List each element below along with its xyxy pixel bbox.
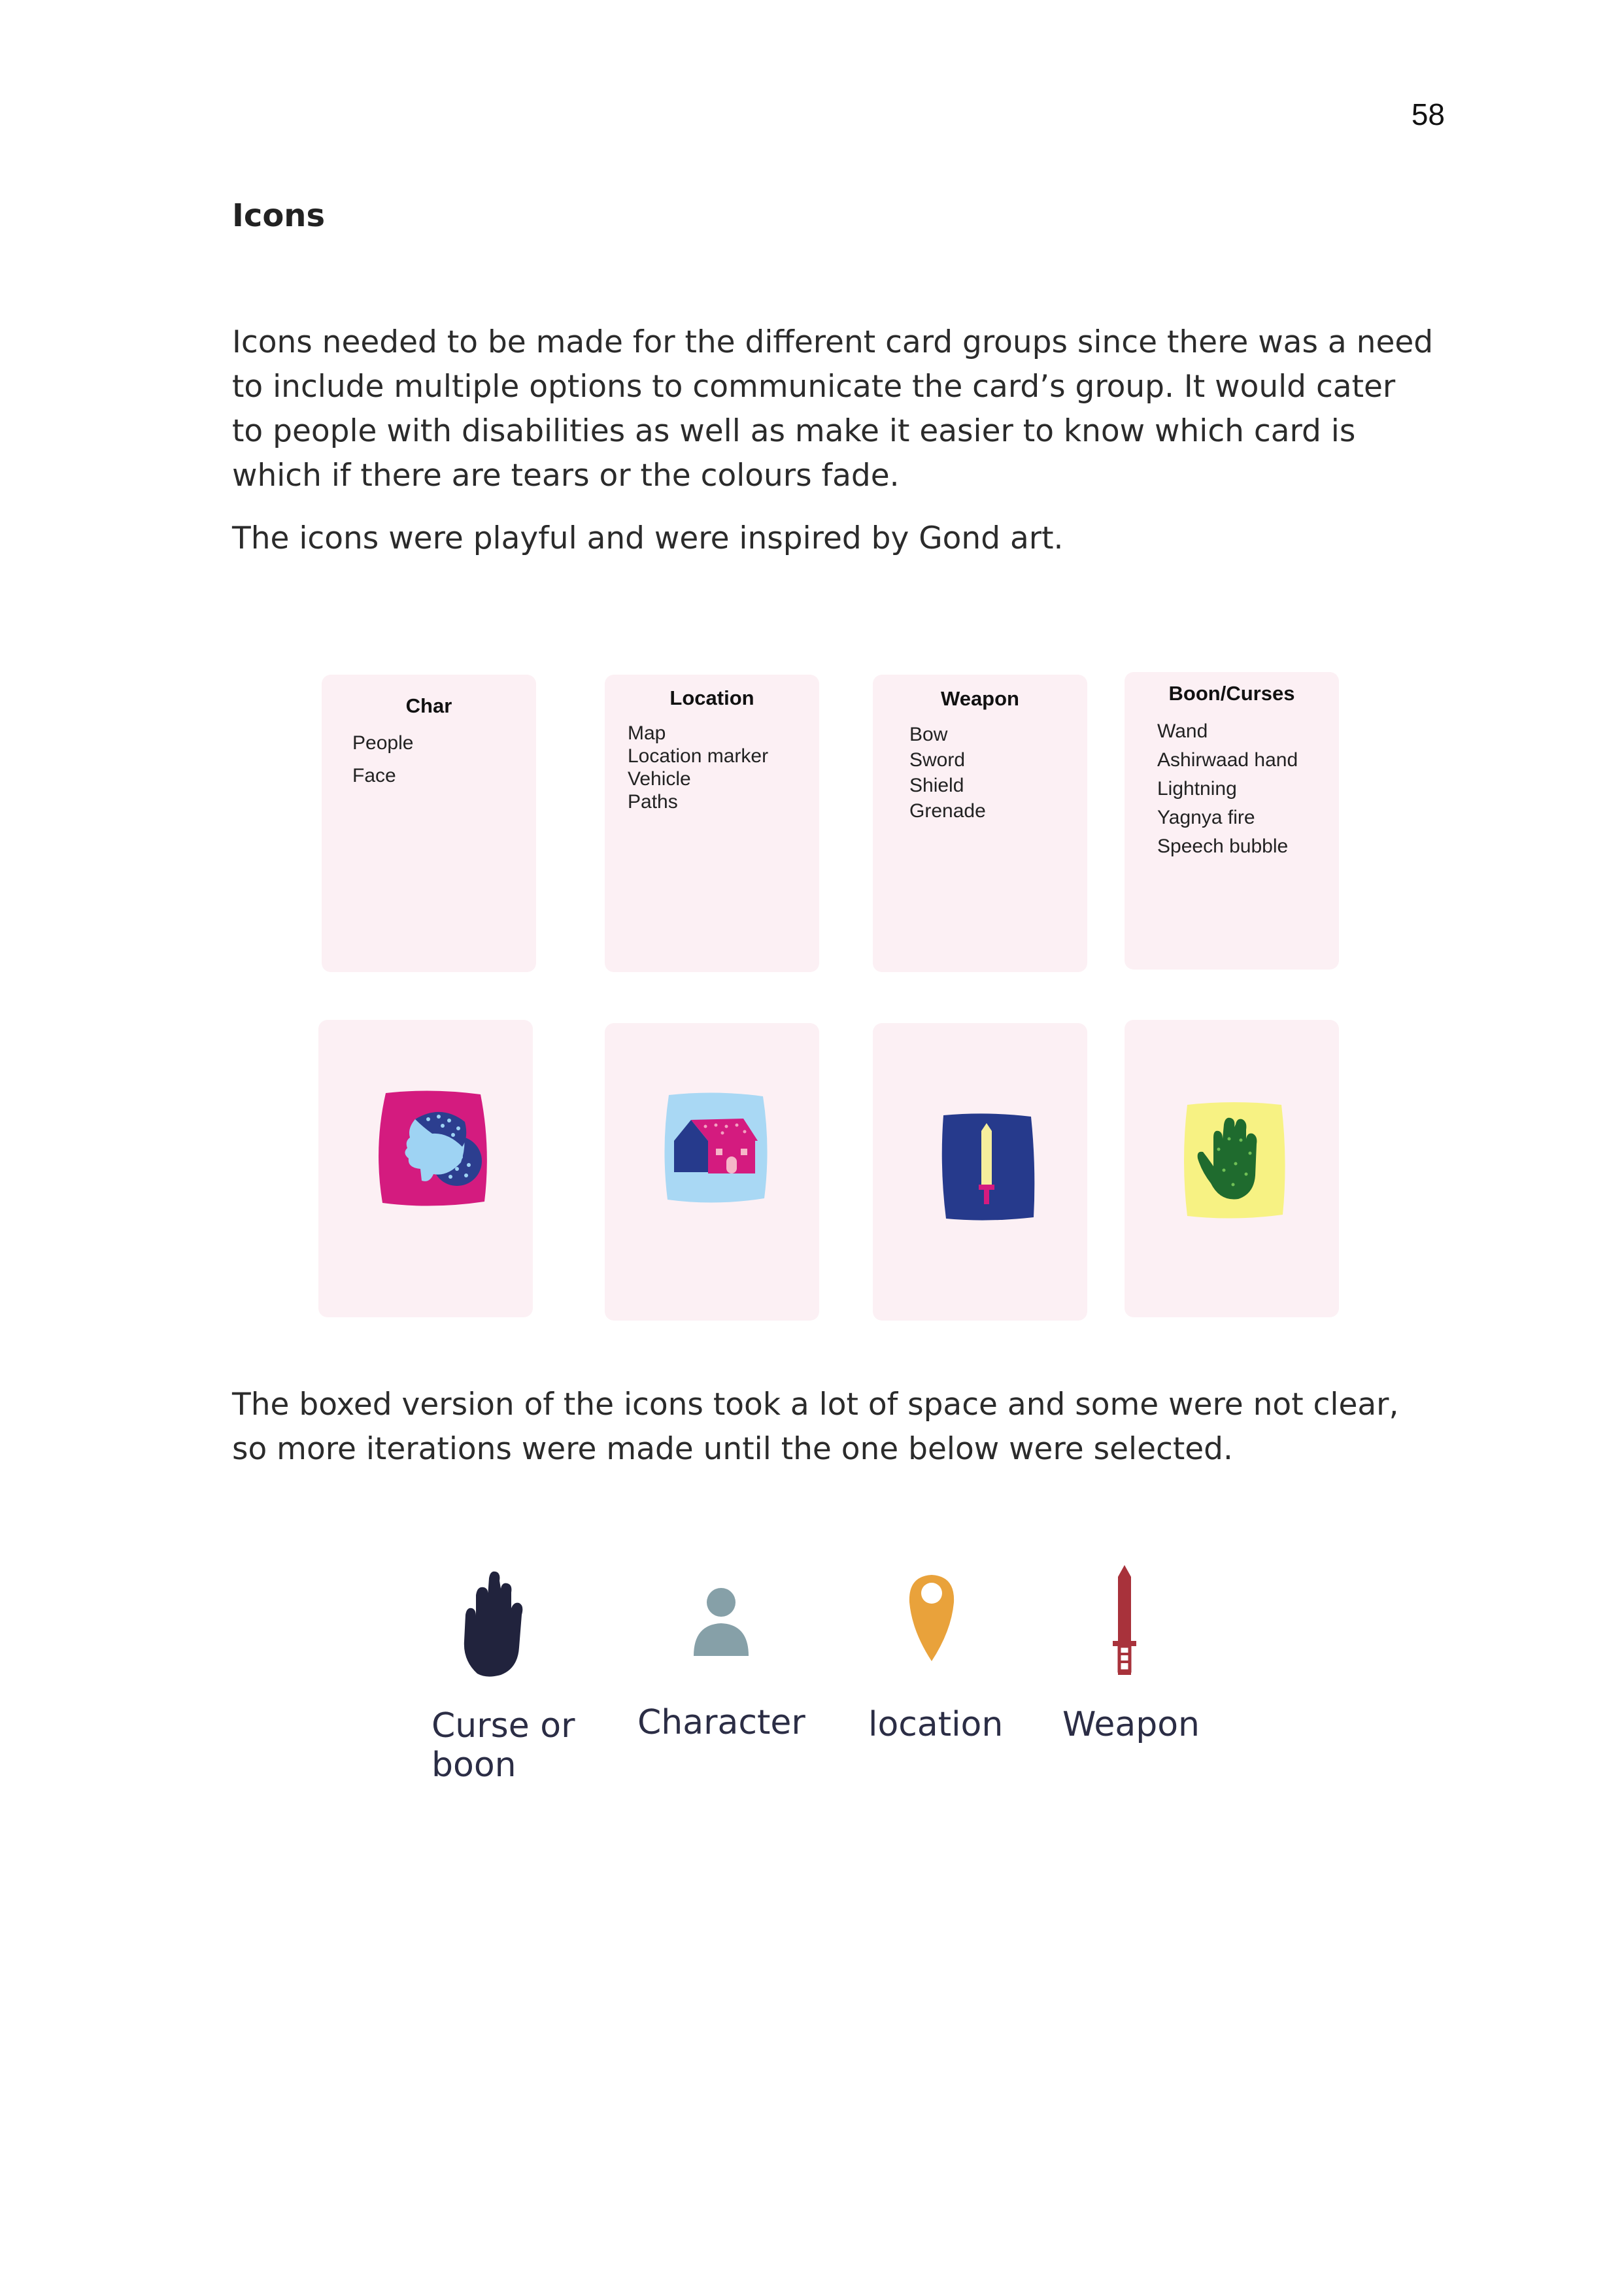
inspiration-paragraph: The icons were playful and were inspired by Gond art. [232,520,1064,556]
hand-icon [458,1569,530,1680]
card-item: Grenade [909,800,986,822]
icon-card-location [605,1023,819,1321]
label-line: Curse or [431,1706,575,1746]
house-icon [660,1088,772,1206]
face-icon [369,1085,494,1209]
card-item: Ashirwaad hand [1157,749,1298,771]
card-title: Boon/Curses [1168,682,1295,705]
section-heading: Icons [232,197,326,234]
card-item: Shield [909,775,964,796]
card-item: Wand [1157,720,1208,742]
card-item: Vehicle [628,768,691,790]
card-title: Location [669,686,754,709]
card-item: People [352,732,414,754]
card-title: Weapon [941,687,1019,710]
curse-or-boon-label [431,1706,575,1785]
icon-card-weapon [873,1023,1087,1321]
card-item: Lightning [1157,778,1237,800]
location-label: location [868,1705,1004,1744]
iteration-paragraph: The boxed version of the icons took a lot of space and some were not clear, so more iterations were made until the one below were selected. [232,1387,1399,1467]
card-boon-curses [1125,672,1339,970]
card-item-list [1157,717,1298,861]
card-item: Sword [909,749,966,771]
card-item: Paths [628,791,678,813]
icon-card-boon [1125,1020,1339,1317]
card-weapon [873,675,1087,972]
icon-card-char [318,1020,533,1317]
card-item: Map [628,722,666,744]
card-item: Speech bubble [1157,835,1289,857]
page-number: 58 [1411,97,1445,131]
sword-icon [938,1111,1036,1223]
card-item: Bow [909,724,948,745]
intro-paragraph: Icons needed to be made for the different card groups since there was a need to include multiple options to communicate the card’s group. It would cater to people with disabilities as well as make it easier to know which card is which if there are tears or the colours fade. [232,324,1434,494]
weapon-label: Weapon [1062,1705,1200,1744]
hand-icon [1178,1098,1289,1223]
label-line: boon [431,1746,516,1785]
card-title: Char [405,694,452,717]
person-icon [690,1585,753,1657]
card-item-list [909,722,986,824]
character-label: Character [637,1703,805,1742]
card-item: Face [352,765,396,786]
sword-icon [1110,1564,1139,1676]
card-item: Yagnya fire [1157,807,1255,828]
card-item: Location marker [628,745,769,767]
card-item-list [628,722,768,813]
card-item-list [352,727,413,792]
card-char [322,675,536,972]
card-location [605,675,819,972]
location-pin-icon [905,1572,958,1664]
